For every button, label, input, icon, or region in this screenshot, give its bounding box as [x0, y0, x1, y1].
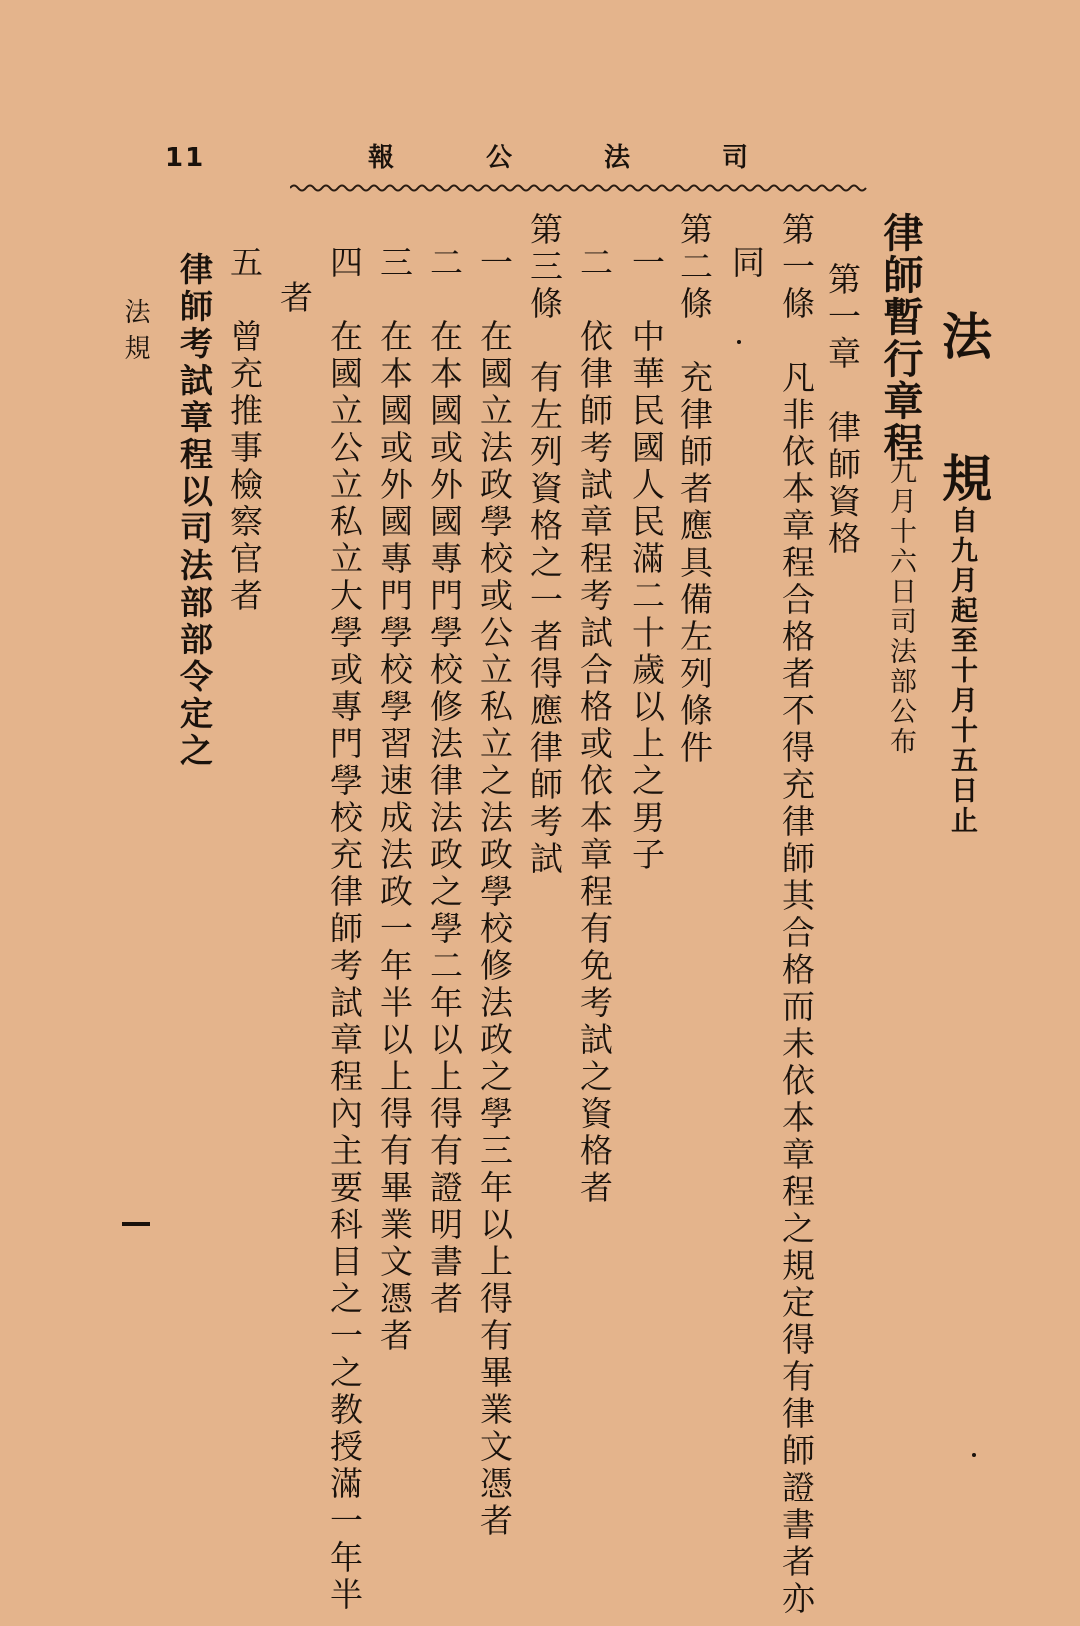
- section-char-2: 規: [934, 452, 993, 502]
- print-speck: [972, 1453, 976, 1457]
- header-char-2: 法: [604, 143, 631, 173]
- header-char-4: 報: [368, 143, 395, 173]
- article-3-item-1: 一 在國立法政學校或公立私立之法政學校修法政之學三年以上得有畢業文憑者: [475, 245, 514, 1540]
- header-rule: [290, 180, 872, 194]
- footer-label: 法規: [120, 298, 150, 370]
- law-title: 律師暫行章程: [877, 212, 924, 464]
- chapter-heading: 第一章 律師資格: [823, 262, 862, 558]
- promulgation-note: 九月十六日司法部公布: [885, 457, 916, 757]
- article-3-item-5: 五 曾充推事檢察官者: [225, 245, 264, 615]
- punctuation-dot: [737, 340, 741, 344]
- article-1: 第一條 凡非依本章程合格者不得充律師其合格而未依本章程之規定得有律師證書者亦: [777, 212, 816, 1618]
- page-number: 11: [165, 143, 206, 173]
- section-period: 自九月起至十月十五日止: [946, 506, 977, 836]
- header-char-1: 司: [722, 143, 749, 173]
- header-char-3: 公: [486, 143, 513, 173]
- article-3-item-3: 三 在本國或外國專門學校學習速成法政一年半以上得有畢業文憑者: [375, 245, 414, 1355]
- article-1-continuation: 同: [727, 245, 766, 282]
- article-2-item-1: 一 中華民國人民滿二十歲以上之男子: [627, 245, 666, 874]
- article-2: 第二條 充律師者應具備左列條件: [675, 212, 714, 767]
- article-3-item-2: 二 在本國或外國專門學校修法律法政之學二年以上得有證明書者: [425, 245, 464, 1318]
- folio-number: [122, 1222, 150, 1226]
- article-2-item-2: 二 依律師考試章程考試合格或依本章程有免考試之資格者: [575, 245, 614, 1207]
- article-3: 第三條 有左列資格之一者得應律師考試: [525, 212, 564, 878]
- article-3-item-4-continuation: 者: [275, 280, 314, 317]
- article-3-item-4: 四 在國立公立私立大學或專門學校充律師考試章程內主要科目之一之教授滿一年半: [325, 245, 364, 1614]
- section-char-1: 法: [934, 310, 993, 360]
- closing-article: 律師考試章程以司法部部令定之: [175, 252, 214, 770]
